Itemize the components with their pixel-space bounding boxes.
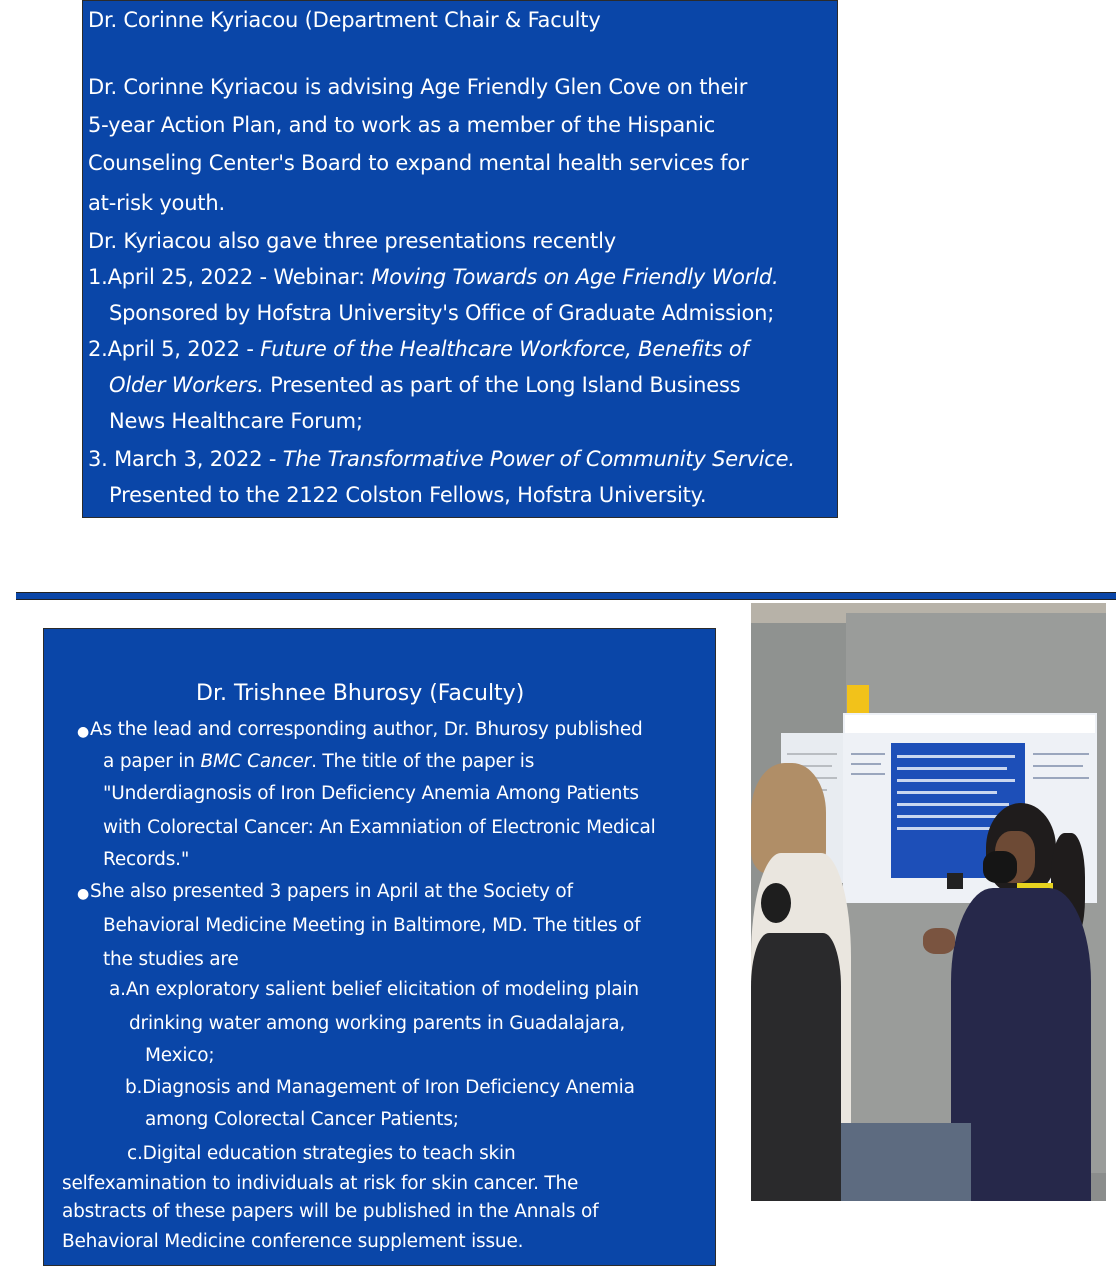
bhurosy-panel bbox=[43, 628, 716, 1266]
kyriacou-para-line-1: Dr. Corinne Kyriacou is advising Age Friendly Glen Cove on their bbox=[88, 75, 748, 99]
bullet1-line-2a: a paper in bbox=[103, 751, 201, 772]
bullet2-line-1: She also presented 3 papers in April at the Society of bbox=[90, 881, 573, 902]
presentation-2-detail-cont: News Healthcare Forum; bbox=[109, 409, 363, 433]
study-a-line-3: Mexico; bbox=[145, 1045, 215, 1066]
presentation-3-title: The Transformative Power of Community Service. bbox=[282, 447, 795, 471]
study-c-line-1: c.Digital education strategies to teach skin bbox=[127, 1143, 516, 1164]
kyriacou-heading: Dr. Corinne Kyriacou (Department Chair & Faculty bbox=[88, 8, 601, 32]
bullet1-line-1: As the lead and corresponding author, Dr. Bhurosy published bbox=[90, 719, 643, 740]
kyriacou-intro: Dr. Kyriacou also gave three presentations recently bbox=[88, 229, 616, 253]
presentation-2-detail: Presented as part of the Long Island Business bbox=[263, 373, 741, 397]
bullet1-line-2b: . The title of the paper is bbox=[311, 751, 535, 772]
presentation-item-2-cont bbox=[109, 375, 740, 396]
bullet2-line-3: the studies are bbox=[103, 949, 239, 970]
kyriacou-panel bbox=[82, 0, 838, 518]
study-c-line-3: abstracts of these papers will be published in the Annals of bbox=[62, 1201, 599, 1222]
bullet1-line-3: "Underdiagnosis of Iron Deficiency Anemia Among Patients bbox=[103, 783, 639, 804]
presentation-3-date: 3. March 3, 2022 - bbox=[88, 447, 283, 471]
journal-name: BMC Cancer bbox=[200, 751, 312, 772]
presentation-2-date: 2.April 5, 2022 - bbox=[88, 337, 261, 361]
bullet1-line-2 bbox=[103, 753, 534, 772]
bullet-dot-icon: ● bbox=[77, 886, 90, 902]
presentation-1-title: Moving Towards on Age Friendly World. bbox=[371, 265, 779, 289]
kyriacou-para-line-2: 5-year Action Plan, and to work as a member of the Hispanic bbox=[88, 113, 716, 137]
presentation-item-3 bbox=[88, 449, 795, 470]
bullet-dot-icon: ● bbox=[77, 724, 90, 740]
bullet1-line-5: Records." bbox=[103, 849, 190, 870]
study-c-line-2: selfexamination to individuals at risk for skin cancer. The bbox=[62, 1173, 579, 1194]
presentation-1-detail: Sponsored by Hofstra University's Office of Graduate Admission; bbox=[109, 301, 775, 325]
presentation-1-date: 1.April 25, 2022 - Webinar: bbox=[88, 265, 372, 289]
kyriacou-para-line-3: Counseling Center's Board to expand mental health services for bbox=[88, 151, 749, 175]
study-c-line-4: Behavioral Medicine conference supplement issue. bbox=[62, 1231, 524, 1252]
study-a-line-2: drinking water among working parents in Guadalajara, bbox=[129, 1013, 626, 1034]
presentation-item-1 bbox=[88, 267, 778, 288]
presentation-2-title: Future of the Healthcare Workforce, Benefits of bbox=[260, 337, 749, 361]
study-a-line-1: a.An exploratory salient belief elicitation of modeling plain bbox=[109, 979, 639, 1000]
presentation-3-detail: Presented to the 2122 Colston Fellows, Hofstra University. bbox=[109, 483, 707, 507]
study-b-line-1: b.Diagnosis and Management of Iron Deficiency Anemia bbox=[125, 1077, 635, 1098]
presentation-2-title-cont: Older Workers. bbox=[109, 373, 264, 397]
presentation-item-2 bbox=[88, 339, 749, 360]
poster-session-photo bbox=[751, 603, 1106, 1201]
bullet1-line-4: with Colorectal Cancer: An Examniation of Electronic Medical bbox=[103, 817, 656, 838]
bhurosy-heading: Dr. Trishnee Bhurosy (Faculty) bbox=[196, 681, 525, 706]
section-divider bbox=[16, 592, 1116, 600]
bullet2-line-2: Behavioral Medicine Meeting in Baltimore, MD. The titles of bbox=[103, 915, 641, 936]
study-b-line-2: among Colorectal Cancer Patients; bbox=[145, 1109, 459, 1130]
kyriacou-para-line-4: at-risk youth. bbox=[88, 191, 225, 215]
